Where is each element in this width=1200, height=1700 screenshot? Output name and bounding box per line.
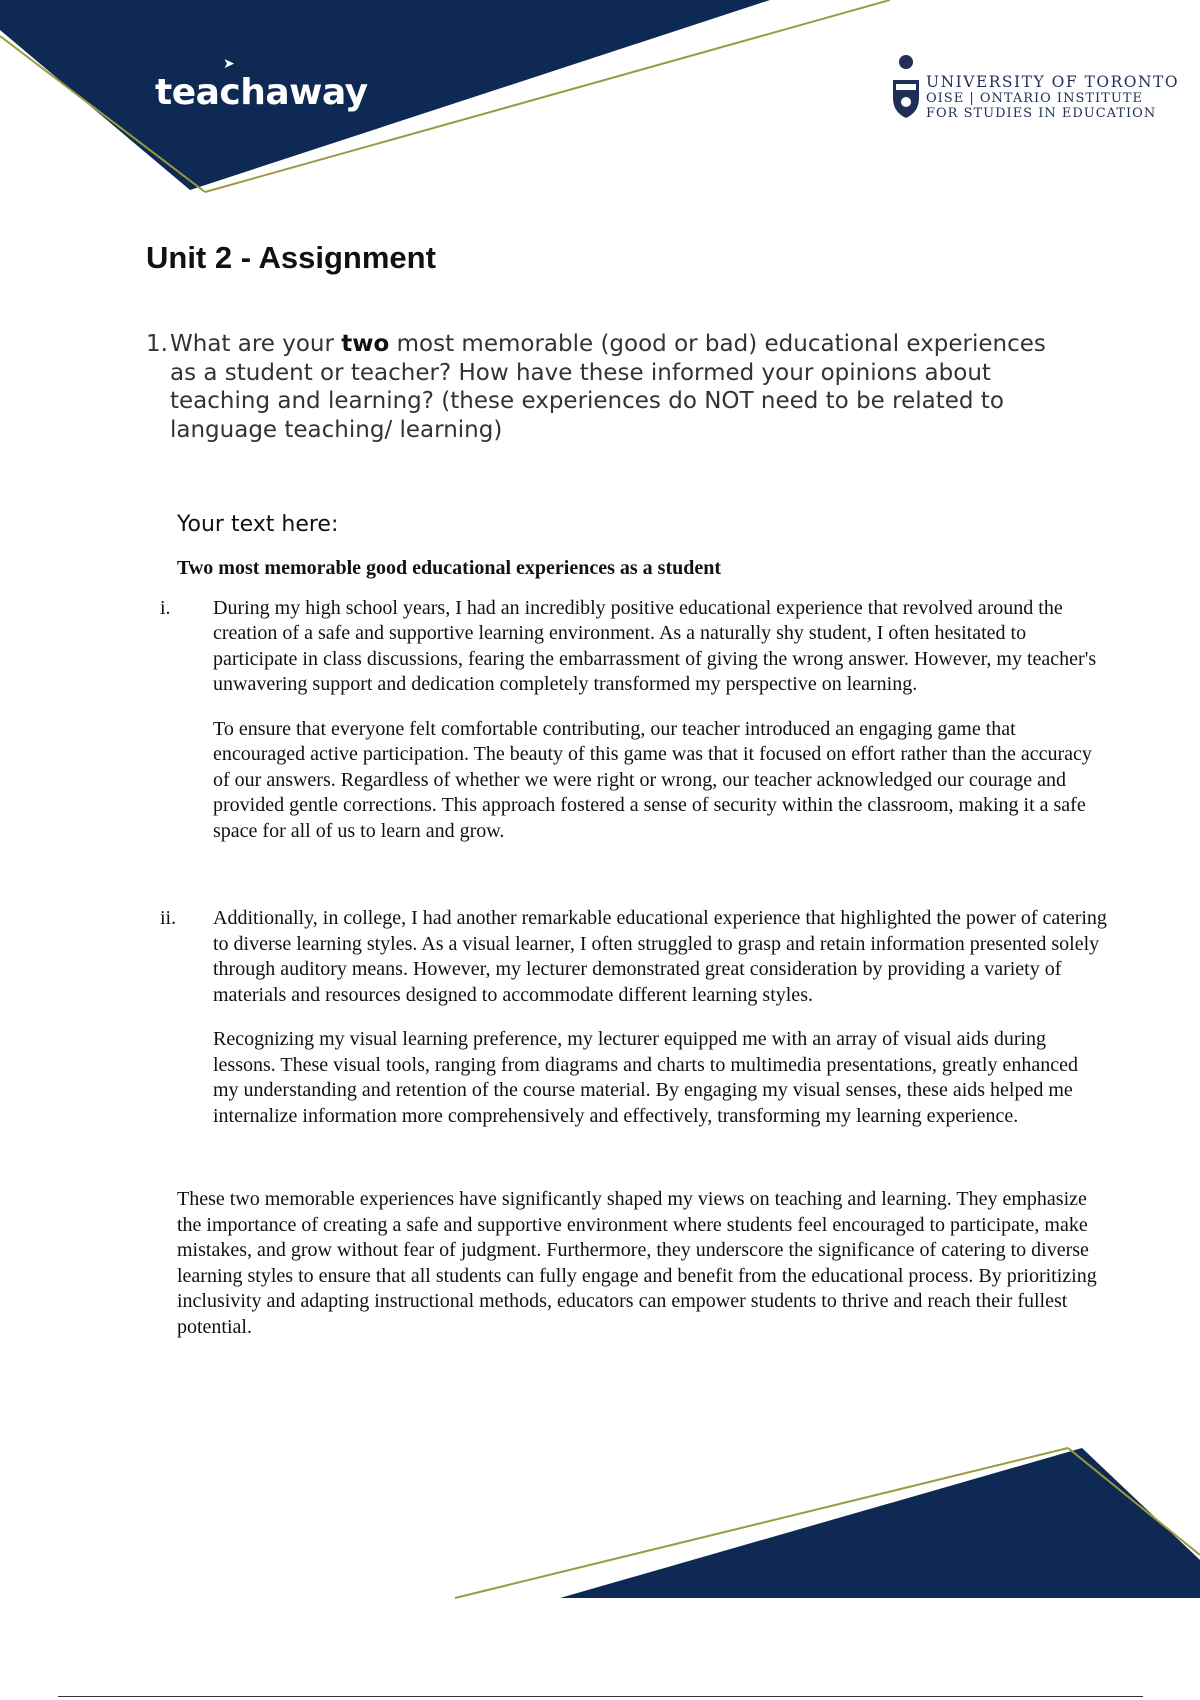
header-banner-shape — [0, 0, 770, 190]
question-1 — [146, 330, 1046, 444]
paragraph: Recognizing my visual learning preference, my lecturer equipped me with an array of visual aids during lessons. These visual tools, ranging from diagrams and charts to multimedia presentations, greatly enhanced my understanding and retention of the course material. By engaging my visual senses, these aids helped me internalize information more comprehensively and effectively, transforming my learning experience. — [213, 1028, 1078, 1127]
university-name: UNIVERSITY OF TORONTO — [926, 73, 1180, 91]
university-crest-icon — [890, 52, 922, 124]
question-text: What are your two most memorable (good or bad) educational experiences as a student or teacher? How have these informed your opinions about teaching and learning? (these experiences do NOT need to be related to language teaching/ learning) — [170, 331, 1046, 443]
teachaway-logo — [155, 56, 368, 113]
paragraph: Additionally, in college, I had another remarkable educational experience that highlighted the power of catering to diverse learning styles. As a visual learner, I often struggled to grasp and retain information presented solely through auditory means. However, my lecturer demonstrated great consideration by providing a variety of materials and resources designed to accommodate different learning styles. — [213, 907, 1107, 1006]
question-emphasis: two — [341, 331, 390, 357]
conclusion-paragraph: These two memorable experiences have significantly shaped my views on teaching and learning. They emphasize the importance of creating a safe and supportive environment where students feel encouraged to participate, make mistakes, and grow without fear of judgment. Furthermore, they underscore the significance of catering to diverse learning styles to ensure that all students can fully engage and benefit from the educational process. By prioritizing inclusivity and adapting instructional methods, educators can empower students to thrive and reach their fullest potential. — [177, 1188, 1097, 1338]
footer-accent-line — [455, 1448, 1068, 1598]
footer-accent-line-2 — [1068, 1448, 1200, 1555]
list-numeral: ii. — [160, 907, 177, 929]
university-logo — [890, 52, 1190, 124]
question-number: 1. — [146, 331, 168, 357]
institute-name-line1: OISE | ONTARIO INSTITUTE — [926, 91, 1143, 106]
list-numeral: i. — [160, 596, 171, 619]
answer-prompt: Your text here: — [177, 512, 339, 537]
institute-name-line2: FOR STUDIES IN EDUCATION — [926, 106, 1157, 121]
footer-banner-shape — [560, 1448, 1200, 1598]
list-item — [160, 596, 1107, 845]
list-item — [160, 906, 1107, 1129]
paragraph: To ensure that everyone felt comfortable contributing, our teacher introduced an engaging game that encouraged active participation. The beauty of this game was that it focused on effort rather than the accuracy of our answers. Regardless of whether we were right or wrong, our teacher acknowledged our courage and provided gentle corrections. This approach fostered a sense of security within the classroom, making it a safe space for all of us to learn and grow. — [213, 717, 1092, 842]
answer-body — [160, 556, 1107, 1340]
paragraph: During my high school years, I had an incredibly positive educational experience that revolved around the creation of a safe and supportive learning environment. As a naturally shy student, I often hesitated to participate in class discussions, fearing the embarrassment of giving the wrong answer. However, my teacher's unwavering support and dedication completely transformed my perspective on learning. — [213, 596, 1097, 695]
footer-divider — [58, 1696, 1143, 1697]
page-title: Unit 2 - Assignment — [146, 240, 436, 275]
teachaway-logo-text: teachaway — [155, 72, 368, 113]
paper-plane-icon: ➤ — [223, 56, 235, 72]
answer-subheading: Two most memorable good educational experiences as a student — [177, 557, 722, 579]
